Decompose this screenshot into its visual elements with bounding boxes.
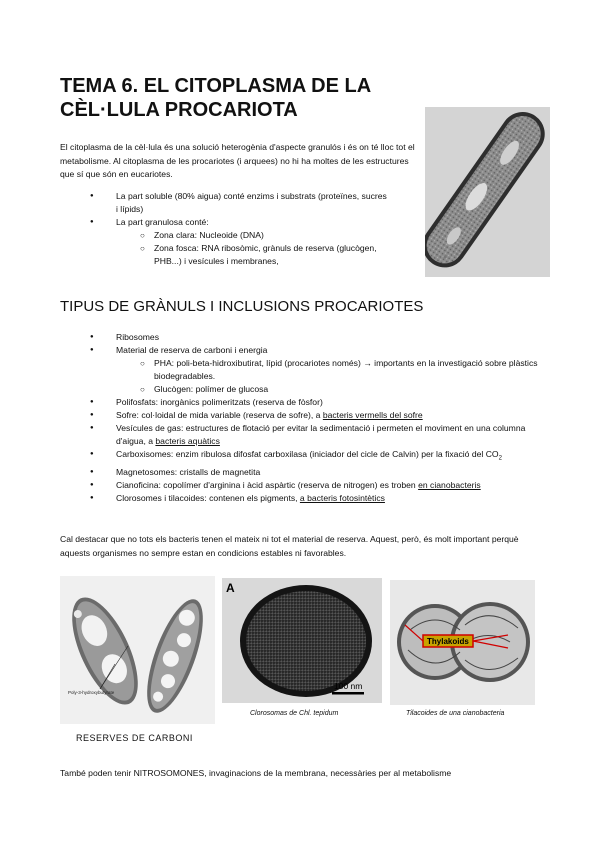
fig1-label: Poly-3-hydroxybutyrate [68, 690, 115, 695]
list-item: ● Polifosfats: inorgànics polimeritzats (reserva de fòsfor) [90, 396, 540, 409]
note-paragraph: Cal destacar que no tots els bacteris tenen el mateix ni tot el material de reserva. Aquest, però, és molt important perquè aquests organismes no sempre estan en condicions estables ni favorables. [60, 534, 519, 558]
fig2-caption: Clorosomas de Chl. tepidum [250, 710, 339, 717]
list-item: ● Ribosomes [90, 331, 540, 344]
chlorosomes-micrograph [222, 578, 382, 703]
bacterium-micrograph [425, 107, 550, 277]
fotosintetics-link[interactable]: a bacteris fotosintètics [299, 492, 385, 503]
granuls-list [90, 331, 540, 505]
cianobacteris-link[interactable]: en cianobacteris [418, 479, 481, 490]
list-item: ● La part granulosa conté: ○ Zona clara: Nucleoide (DNA) ○ Zona fosca: RNA ribosòmic, grànuls de reserva (glucògen, PHB...) i vesícules i membranes, [90, 216, 390, 268]
fig2-scale: 100 nm [334, 681, 363, 691]
intro-paragraph: El citoplasma de la cèl·lula és una solució heterogènia d'aspecte granulós i és on té lloc tot el metabolisme. Al citoplasma de les procariotes (i arquees) no hi ha moltes de les estructures que sí que són en eucariotes. [60, 142, 415, 179]
fig2-letter: A [226, 581, 235, 595]
reserves-caption: RESERVES DE CARBONI [76, 733, 193, 743]
list-item: ● Sofre: col·loidal de mida variable (reserva de sofre), a bacteris vermells del sofre [90, 409, 540, 422]
fig3-label: Thylakoids [427, 637, 469, 646]
page-title: TEMA 6. EL CITOPLASMA DE LA CÈL·LULA PROCARIOTA [60, 75, 371, 121]
list-item: ● Cianoficina: copolímer d'arginina i àcid aspàrtic (reserva de nitrogen) es troben en cianobacteris [90, 479, 540, 492]
list-item: ○ Zona clara: Nucleoide (DNA) [116, 229, 390, 242]
list-item: ● Magnetosomes: cristalls de magnetita [90, 466, 540, 479]
final-paragraph: També poden tenir NITROSOMONES, invaginacions de la membrana, necessàries per al metabolisme [60, 768, 452, 778]
list-item: ○ Zona fosca: RNA ribosòmic, grànuls de reserva (glucògen, PHB...) i vesícules i membranes, [116, 242, 390, 268]
list-item: ○ Glucògen: polímer de glucosa [116, 383, 540, 396]
list-item: ● Vesícules de gas: estructures de flotació per evitar la sedimentació i permeten el moviment en una columna d'aigua, a bacteris aquàtics [90, 422, 540, 448]
sofre-link[interactable]: bacteris vermells del sofre [322, 410, 423, 420]
list-item: ● Clorosomes i tilacoides: contenen els pigments, a bacteris fotosintètics [90, 492, 540, 505]
cytoplasm-parts-list [90, 190, 390, 268]
list-item: ○ PHA: poli-beta-hidroxibutirat, lípid (procariotes només) → importants en la investigació sobre plàstics biodegradables. [116, 357, 540, 383]
section-title: TIPUS DE GRÀNULS I INCLUSIONS PROCARIOTES [60, 298, 424, 315]
thylakoids-micrograph [390, 580, 535, 705]
list-item: ● La part soluble (80% aigua) conté enzims i substrats (proteïnes, sucres i lípids) [90, 190, 390, 216]
gas-link[interactable]: bacteris aquàtics [155, 436, 220, 446]
list-item: ● Carboxisomes: enzim ribulosa difosfat carboxilasa (iniciador del cicle de Calvin) per la fixació del $CO_2$ [90, 448, 540, 466]
list-item: ● Material de reserva de carboni i energia ○ PHA: poli-beta-hidroxibutirat, lípid (procariotes només) → importants en la investigació sobre plàstics biodegradables. ○ Glucògen: polímer de glucosa [90, 344, 540, 396]
fig3-caption: Tilacoides de una cianobacteria [406, 710, 505, 717]
carbon-reserves-micrograph [60, 576, 215, 724]
